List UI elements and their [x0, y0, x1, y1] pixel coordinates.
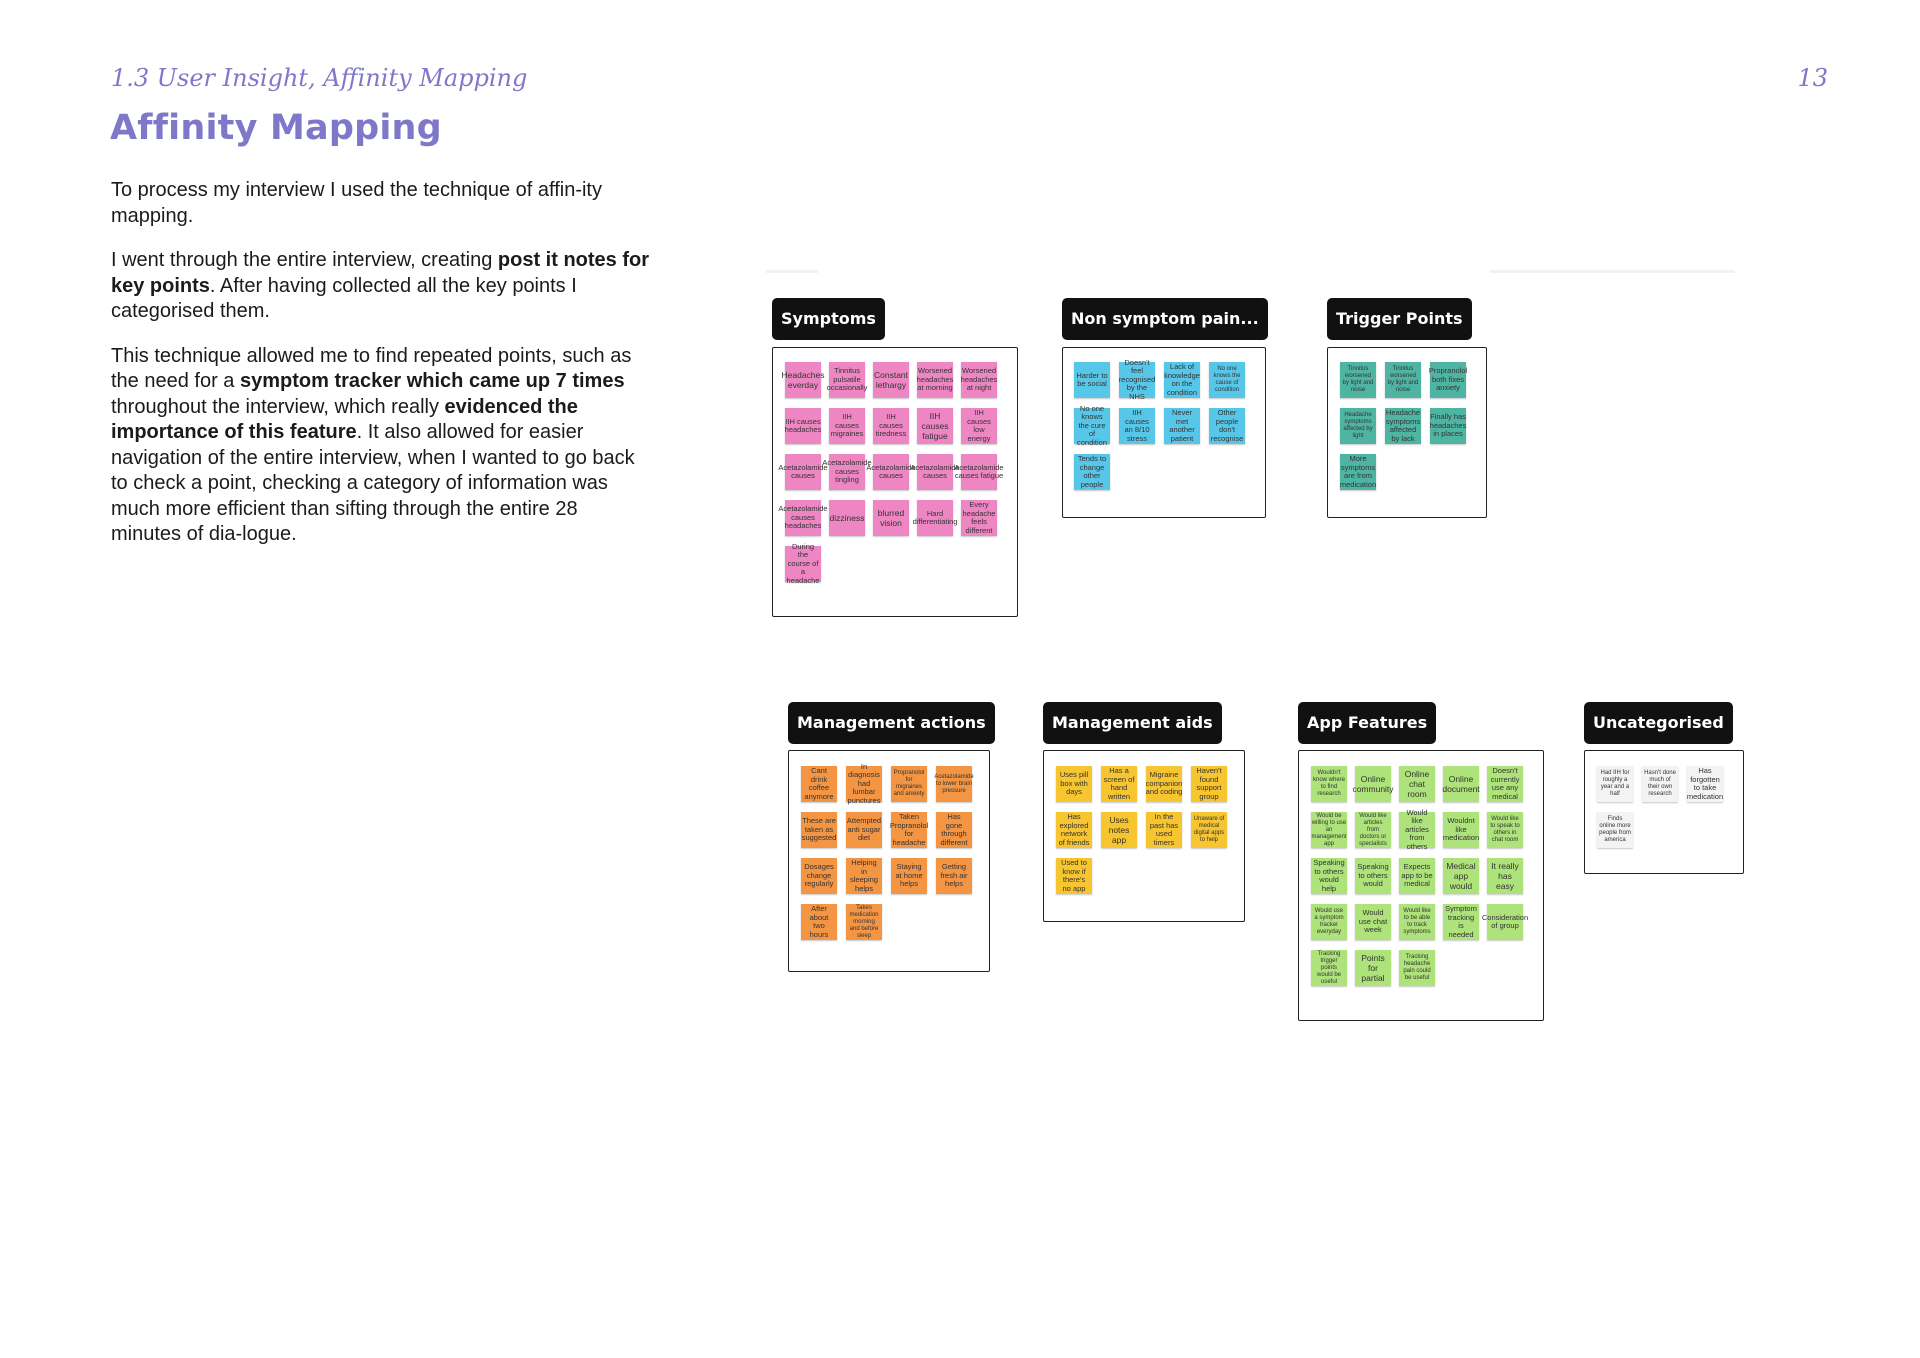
sticky-note: Would be willing to use an management app	[1311, 812, 1347, 847]
sticky-note: Every headache feels different	[962, 500, 996, 535]
sticky-note: Other people don't recognise	[1210, 408, 1244, 443]
sticky-note: Speaking to others would	[1355, 858, 1391, 894]
sticky-note: Cant drink coffee anymore	[801, 766, 837, 802]
sticky-note: Helping in sleeping helps	[846, 858, 882, 894]
sticky-note: Hasn't done much of their own research	[1642, 766, 1678, 802]
sticky-note: Hard differentiating	[917, 500, 953, 536]
sticky-note: Uses pill box with days	[1056, 766, 1092, 802]
sticky-note: Headache symptoms affected by lack	[1385, 408, 1421, 443]
sticky-note: Doesn't currently use any medical	[1487, 766, 1523, 802]
sticky-note: It really has easy	[1487, 858, 1523, 894]
sticky-note: Doesn't feel recognised by the NHS	[1118, 357, 1156, 401]
sticky-note: Tinnitus pulsatile occasionally	[829, 362, 865, 398]
sticky-note: Never met another patient	[1164, 408, 1200, 444]
paragraph-process: I went through the entire interview, creating post it notes for key points. After having collected all the key points I categorised them.	[111, 249, 649, 322]
category-tab-management-actions: Management actions	[788, 702, 995, 744]
sticky-note: IIH causes fatigue	[917, 408, 953, 444]
sticky-note: Unaware of medical digital apps to help	[1191, 812, 1227, 848]
sticky-note: No one knows the cure of condition	[1074, 408, 1110, 444]
sticky-note: Constant lethargy	[873, 362, 909, 398]
sticky-note: Worsened headaches at night	[961, 362, 997, 398]
notes-trigger-points	[1340, 362, 1466, 490]
sticky-note: Online chat room	[1399, 766, 1435, 802]
sticky-note: These are taken as suggested	[801, 812, 837, 848]
sticky-note: Acetazolamide causes	[917, 454, 953, 490]
sticky-note: No one knows the cause of condition	[1209, 362, 1245, 398]
sticky-note: Would use a symptom tracker everyday	[1311, 904, 1347, 940]
notes-uncategorised	[1597, 766, 1723, 848]
sticky-note: Finds online more people from america	[1597, 812, 1633, 848]
sticky-note: IIH causes headaches	[785, 408, 821, 444]
sticky-note: Finally has headaches in places	[1430, 408, 1466, 444]
sticky-note: Points for partial	[1355, 950, 1391, 986]
sticky-note: Would like to be able to track symptoms	[1399, 904, 1435, 940]
notes-symptoms	[778, 362, 1004, 585]
sticky-note: Online community	[1355, 766, 1391, 802]
sticky-note: Consideration of group	[1487, 904, 1523, 940]
notes-management-aids	[1056, 766, 1227, 894]
sticky-note: Acetazolamide causes tingling	[829, 454, 865, 490]
sticky-note: Would like articles from others	[1399, 812, 1435, 848]
board-edge-left	[766, 270, 818, 273]
sticky-note: Headaches everday	[785, 362, 821, 398]
sticky-note: Lack of knowledge on the condition	[1164, 362, 1200, 397]
sticky-note: Wouldn't know where to find research	[1311, 766, 1347, 802]
sticky-note: Acetazolamide to lower brain pressure	[936, 766, 972, 802]
sticky-note: Staying at home helps	[891, 858, 927, 894]
sticky-note: Has explored network of friends	[1056, 812, 1092, 848]
notes-management-actions	[801, 761, 974, 940]
sticky-note: Taken Propranolol for headache	[889, 812, 929, 847]
page-title: Affinity Mapping	[110, 108, 442, 148]
sticky-note: Uses notes app	[1101, 812, 1137, 848]
notes-non-symptom-pain	[1074, 357, 1245, 490]
sticky-note: Tracking trigger points would be useful	[1311, 950, 1347, 986]
body-text	[111, 178, 651, 567]
sticky-note: Acetazolamide causes headaches	[785, 500, 821, 536]
sticky-note: Acetazolamide causes	[873, 454, 909, 490]
sticky-note: After about two hours	[801, 904, 837, 940]
category-tab-app-features: App Features	[1298, 702, 1436, 744]
sticky-note: Has gone through different	[936, 812, 972, 848]
sticky-note: Acetazolamide causes	[785, 454, 821, 490]
sticky-note: blurred vision	[873, 500, 909, 536]
sticky-note: IIH causes migraines	[829, 408, 865, 444]
sticky-note: Speaking to others would help	[1311, 858, 1347, 894]
page-number: 13	[1797, 64, 1828, 92]
affinity-board	[760, 270, 1740, 1030]
sticky-note: Expects app to be medical	[1399, 858, 1435, 894]
sticky-note: Symptom tracking is needed	[1443, 904, 1479, 940]
sticky-note: Propranolol for migraines and anxiety	[891, 766, 927, 802]
category-tab-trigger-points: Trigger Points	[1327, 298, 1472, 340]
sticky-note: IIH causes an 8/10 stress	[1119, 408, 1155, 444]
sticky-note: Had IIH for roughly a year and a half	[1597, 766, 1633, 802]
sticky-note: Worsened headaches at morning	[917, 362, 953, 398]
sticky-note: During the course of a headache	[786, 541, 820, 585]
sticky-note: dizziness	[829, 500, 865, 536]
sticky-note: More symptoms are from medication	[1339, 454, 1377, 489]
sticky-note: Would use chat week	[1355, 904, 1391, 940]
sticky-note: Used to know if there's no app	[1056, 858, 1092, 894]
sticky-note: Tends to change other people	[1074, 454, 1110, 490]
sticky-note: IIH causes low energy	[961, 408, 997, 444]
sticky-note: Tinnitus worsened by light and noise	[1385, 362, 1421, 398]
sticky-note: Has a screen of hand written	[1101, 766, 1137, 802]
category-tab-non-symptom-pain: Non symptom pain...	[1062, 298, 1268, 340]
sticky-note: Headache symptoms affected by light	[1340, 408, 1376, 444]
notes-app-features	[1311, 766, 1529, 986]
sticky-note: Getting fresh air helps	[936, 858, 972, 894]
category-tab-management-aids: Management aids	[1043, 702, 1222, 744]
sticky-note: Wouldnt like medication	[1443, 812, 1479, 848]
sticky-note: Would like to speak to others in chat room	[1487, 812, 1523, 848]
board-edge-right	[1490, 270, 1735, 273]
sticky-note: Would like articles from doctors or specialists	[1355, 812, 1391, 848]
sticky-note: Propranolol both fixes anxiety	[1430, 362, 1466, 398]
sticky-note: Haven't found support group	[1191, 766, 1227, 802]
sticky-note: Medical app would	[1443, 858, 1479, 894]
sticky-note: IIH causes tiredness	[873, 408, 909, 444]
section-label: 1.3 User Insight, Affinity Mapping	[111, 64, 528, 92]
paragraph-intro: To process my interview I used the technique of affin-ity mapping.	[111, 179, 602, 227]
paragraph-outcome: This technique allowed me to find repeated points, such as the need for a symptom tracker which came up 7 times throughout the interview, which really evidenced the importance of this feature. It also allowed for easier navigation of the entire interview, when I wanted to go back to check a point, checking a category of information was much more efficient than sifting through the entire 28 minutes of dia-logue.	[111, 344, 635, 545]
category-tab-uncategorised: Uncategorised	[1584, 702, 1733, 744]
sticky-note: Attempted anti sugar diet	[846, 812, 882, 848]
sticky-note: Has forgotten to take medication	[1686, 766, 1724, 801]
sticky-note: Harder to be social	[1074, 362, 1110, 398]
sticky-note: In the past has used timers	[1146, 812, 1182, 848]
sticky-note: Dosages change regularly	[801, 858, 837, 894]
sticky-note: Takes medication morning and before sleep	[846, 904, 882, 940]
sticky-note: Migraine companion and coding	[1146, 766, 1182, 802]
sticky-note: Tinnitus worsened by light and noise	[1340, 362, 1376, 398]
category-tab-symptoms: Symptoms	[772, 298, 885, 340]
sticky-note: Acetazolamide causes fatigue	[961, 454, 997, 490]
sticky-note: Tracking headache pain could be useful	[1399, 950, 1435, 986]
sticky-note: In diagnosis had lumbar punctures	[847, 761, 881, 805]
sticky-note: Online document	[1443, 766, 1479, 802]
